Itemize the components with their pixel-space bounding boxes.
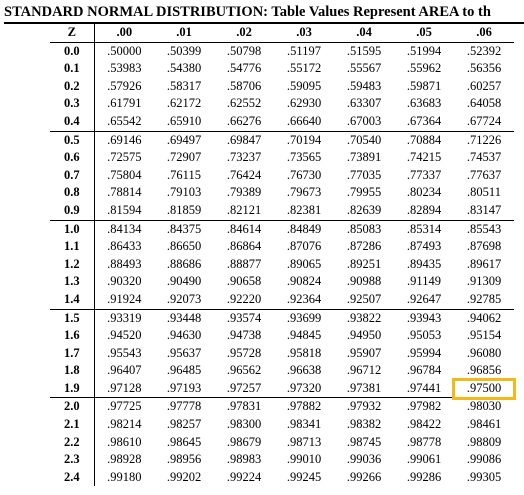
area-value-cell: .98341: [286, 417, 322, 432]
table-row: [50, 238, 514, 256]
area-value-cell: .69497: [154, 131, 214, 149]
z-value-cell: 0.5: [50, 131, 94, 149]
area-value-cell: .93574: [214, 309, 274, 327]
area-value-cell: .51994: [406, 43, 442, 58]
area-value-cell: .96080: [466, 345, 502, 360]
area-value-cell: .90490: [166, 274, 202, 289]
area-value-cell: .75804: [107, 167, 142, 182]
table-row: [50, 184, 514, 202]
table-row: [50, 469, 514, 487]
area-value-cell: .99305: [466, 469, 502, 484]
table-row: [50, 131, 514, 149]
area-value-cell: .96638: [286, 363, 322, 378]
area-value-cell: .86433: [107, 239, 142, 254]
z-value-cell: 1.9: [50, 380, 94, 398]
area-value-cell: .95154: [466, 328, 502, 343]
area-value-cell: .90824: [286, 274, 322, 289]
area-value-cell: .93943: [394, 309, 454, 327]
area-value-cell: .97441: [406, 380, 442, 395]
area-value-cell: .91309: [466, 274, 502, 289]
area-value-cell: .50399: [166, 43, 202, 58]
area-value-cell: .95907: [346, 345, 382, 360]
area-value-cell: .98422: [406, 417, 442, 432]
area-value-cell: .74215: [406, 150, 442, 165]
area-value-cell: .87286: [346, 239, 382, 254]
area-value-cell: .91149: [407, 274, 441, 289]
area-value-cell: .94738: [226, 328, 262, 343]
area-value-cell: .94062: [454, 309, 514, 327]
area-value-cell: .63307: [346, 96, 382, 111]
area-value-cell: .98956: [166, 452, 202, 467]
table-row: [50, 398, 514, 416]
table-row: [50, 113, 514, 131]
area-value-cell: .98610: [107, 434, 142, 449]
area-value-cell: .98461: [466, 417, 502, 432]
area-value-cell: .64058: [466, 96, 502, 111]
area-value-cell: .83147: [466, 202, 502, 217]
area-value-cell: .94520: [107, 328, 142, 343]
area-value-cell: .92364: [286, 291, 322, 306]
area-value-cell: .88686: [166, 256, 202, 271]
area-value-cell: .92220: [226, 291, 262, 306]
area-value-cell: .98300: [226, 417, 262, 432]
area-value-cell: .98713: [286, 434, 322, 449]
area-value-cell: .77637: [466, 167, 502, 182]
area-value-cell: .81594: [107, 202, 142, 217]
area-value-cell: .93319: [94, 309, 154, 327]
area-value-cell: .70540: [334, 131, 394, 149]
area-value-cell: .87076: [286, 239, 322, 254]
z-value-cell: 1.2: [50, 256, 94, 274]
area-value-cell: .79673: [286, 185, 322, 200]
table-row: [50, 95, 514, 113]
area-value-cell: .97381: [346, 380, 382, 395]
area-value-cell: .96712: [346, 363, 382, 378]
area-value-cell: .62172: [166, 96, 202, 111]
area-value-cell: .93448: [154, 309, 214, 327]
table-row: [50, 256, 514, 274]
z-value-cell: 0.9: [50, 202, 94, 220]
area-value-cell: .82381: [286, 202, 322, 217]
area-value-cell: .84134: [94, 220, 154, 238]
area-value-cell: .73237: [226, 150, 262, 165]
area-value-cell: .97128: [107, 380, 142, 395]
z-value-cell: 1.6: [50, 327, 94, 345]
area-value-cell: .59871: [406, 78, 442, 93]
area-value-cell: .89065: [286, 256, 322, 271]
z-value-cell: 0.7: [50, 167, 94, 185]
area-value-cell: .87493: [406, 239, 442, 254]
z-value-cell: 1.7: [50, 345, 94, 363]
area-value-cell: .96784: [406, 363, 442, 378]
z-value-cell: 0.3: [50, 95, 94, 113]
z-value-cell: 1.0: [50, 220, 94, 238]
area-value-cell: .72907: [166, 150, 202, 165]
area-value-cell: .89251: [346, 256, 382, 271]
table-row: [50, 273, 514, 291]
area-value-cell: .84375: [154, 220, 214, 238]
area-value-cell: .78814: [107, 185, 142, 200]
column-header-z: Z: [50, 24, 94, 42]
table-row: [50, 220, 514, 238]
area-value-cell: .51595: [346, 43, 382, 58]
area-value-cell: .71226: [454, 131, 514, 149]
highlighted-value-cell: .97500: [454, 380, 514, 398]
area-value-cell: .58706: [226, 78, 262, 93]
area-value-cell: .85543: [454, 220, 514, 238]
area-value-cell: .97725: [94, 398, 154, 416]
area-value-cell: .50798: [226, 43, 262, 58]
z-value-cell: 0.0: [50, 42, 94, 60]
table-row: [50, 451, 514, 469]
area-value-cell: .77337: [406, 167, 442, 182]
area-value-cell: .99286: [406, 469, 442, 484]
z-value-cell: 2.2: [50, 434, 94, 452]
area-value-cell: .55567: [346, 61, 382, 76]
area-value-cell: .99086: [466, 452, 502, 467]
area-value-cell: .60257: [466, 78, 502, 93]
table-row: [50, 291, 514, 309]
area-value-cell: .98382: [346, 417, 382, 432]
area-value-cell: .54776: [226, 61, 262, 76]
area-value-cell: .96562: [226, 363, 262, 378]
table-row: [50, 309, 514, 327]
area-value-cell: .69146: [94, 131, 154, 149]
table-title: STANDARD NORMAL DISTRIBUTION: Table Values Represent AREA to th: [4, 4, 491, 20]
z-value-cell: 0.4: [50, 113, 94, 131]
area-value-cell: .99245: [286, 469, 322, 484]
column-header: .01: [154, 24, 214, 42]
area-value-cell: .98030: [454, 398, 514, 416]
column-header: .03: [274, 24, 334, 42]
z-value-cell: 1.4: [50, 291, 94, 309]
area-value-cell: .97320: [286, 380, 322, 395]
area-value-cell: .66640: [286, 113, 322, 128]
area-value-cell: .72575: [107, 150, 142, 165]
area-value-cell: .55962: [406, 61, 442, 76]
area-value-cell: .50000: [107, 43, 142, 58]
area-value-cell: .98983: [226, 452, 262, 467]
z-value-cell: 0.6: [50, 149, 94, 167]
area-value-cell: .73891: [346, 150, 382, 165]
area-value-cell: .69847: [214, 131, 274, 149]
area-value-cell: .92073: [166, 291, 202, 306]
z-value-cell: 0.1: [50, 60, 94, 78]
area-value-cell: .67003: [346, 113, 382, 128]
table-row: [50, 167, 514, 185]
area-value-cell: .88493: [107, 256, 142, 271]
area-value-cell: .93699: [274, 309, 334, 327]
area-value-cell: .99266: [346, 469, 382, 484]
area-value-cell: .74537: [466, 150, 502, 165]
table-row: [50, 416, 514, 434]
area-value-cell: .96856: [466, 363, 502, 378]
z-value-cell: 0.2: [50, 78, 94, 96]
column-header: .02: [214, 24, 274, 42]
area-value-cell: .55172: [286, 61, 322, 76]
area-value-cell: .77035: [346, 167, 382, 182]
area-value-cell: .91924: [107, 291, 142, 306]
z-value-cell: 1.1: [50, 238, 94, 256]
area-value-cell: .51197: [287, 43, 321, 58]
area-value-cell: .92507: [346, 291, 382, 306]
table-row: [50, 380, 514, 398]
area-value-cell: .52392: [466, 43, 502, 58]
area-value-cell: .70884: [394, 131, 454, 149]
table-row: [50, 202, 514, 220]
area-value-cell: .95637: [166, 345, 202, 360]
area-value-cell: .85083: [334, 220, 394, 238]
area-value-cell: .95818: [286, 345, 322, 360]
table-row: [50, 362, 514, 380]
column-header: .04: [334, 24, 394, 42]
header-row: [50, 24, 514, 42]
area-value-cell: .73565: [286, 150, 322, 165]
area-value-cell: .70194: [274, 131, 334, 149]
column-header: .06: [454, 24, 514, 42]
area-value-cell: .95543: [107, 345, 142, 360]
area-value-cell: .98745: [346, 434, 382, 449]
area-value-cell: .95994: [406, 345, 442, 360]
area-value-cell: .98679: [226, 434, 262, 449]
area-value-cell: .99224: [226, 469, 262, 484]
area-value-cell: .79955: [346, 185, 382, 200]
area-value-cell: .67724: [466, 113, 502, 128]
table-row: [50, 434, 514, 452]
area-value-cell: .63683: [406, 96, 442, 111]
area-value-cell: .98257: [166, 417, 202, 432]
table-row: [50, 149, 514, 167]
column-header: .05: [394, 24, 454, 42]
area-value-cell: .53983: [107, 61, 142, 76]
area-value-cell: .87698: [466, 239, 502, 254]
area-value-cell: .97831: [214, 398, 274, 416]
area-value-cell: .80234: [406, 185, 442, 200]
area-value-cell: .98645: [166, 434, 202, 449]
area-value-cell: .98928: [107, 452, 142, 467]
area-value-cell: .86864: [226, 239, 262, 254]
area-value-cell: .82121: [226, 202, 262, 217]
area-value-cell: .97932: [334, 398, 394, 416]
area-value-cell: .99180: [107, 469, 142, 484]
area-value-cell: .94950: [346, 328, 382, 343]
z-value-cell: 2.0: [50, 398, 94, 416]
area-value-cell: .90988: [346, 274, 382, 289]
area-value-cell: .76730: [286, 167, 322, 182]
table-row: [50, 345, 514, 363]
area-value-cell: .58317: [166, 78, 202, 93]
z-value-cell: 1.3: [50, 273, 94, 291]
area-value-cell: .89617: [466, 256, 502, 271]
z-table: [50, 24, 514, 486]
z-value-cell: 2.3: [50, 451, 94, 469]
area-value-cell: .99061: [406, 452, 442, 467]
z-value-cell: 0.8: [50, 184, 94, 202]
area-value-cell: .99010: [286, 452, 322, 467]
area-value-cell: .59095: [286, 78, 322, 93]
area-value-cell: .97257: [226, 380, 262, 395]
area-value-cell: .56356: [466, 61, 502, 76]
area-value-cell: .84849: [274, 220, 334, 238]
area-value-cell: .65910: [166, 113, 202, 128]
area-value-cell: .94630: [166, 328, 202, 343]
area-value-cell: .80511: [467, 185, 501, 200]
table-row: [50, 327, 514, 345]
area-value-cell: .59483: [346, 78, 382, 93]
area-value-cell: .86650: [166, 239, 202, 254]
table-body: [50, 42, 514, 486]
area-value-cell: .81859: [166, 202, 202, 217]
area-value-cell: .57926: [107, 78, 142, 93]
area-value-cell: .82639: [346, 202, 382, 217]
area-value-cell: .92647: [406, 291, 442, 306]
area-value-cell: .54380: [166, 61, 202, 76]
area-value-cell: .65542: [107, 113, 142, 128]
area-value-cell: .90320: [107, 274, 142, 289]
area-value-cell: .79103: [166, 185, 202, 200]
area-value-cell: .76115: [167, 167, 201, 182]
area-value-cell: .62552: [226, 96, 262, 111]
area-value-cell: .98809: [466, 434, 502, 449]
area-value-cell: .99202: [166, 469, 202, 484]
area-value-cell: .97778: [154, 398, 214, 416]
area-value-cell: .88877: [226, 256, 262, 271]
column-header: .00: [94, 24, 154, 42]
area-value-cell: .62930: [286, 96, 322, 111]
area-value-cell: .98214: [107, 417, 142, 432]
table-row: [50, 60, 514, 78]
area-value-cell: .93822: [334, 309, 394, 327]
z-value-cell: 2.4: [50, 469, 94, 487]
area-value-cell: .97882: [274, 398, 334, 416]
area-value-cell: .67364: [406, 113, 442, 128]
area-value-cell: .90658: [226, 274, 262, 289]
area-value-cell: .97193: [166, 380, 202, 395]
area-value-cell: .95053: [406, 328, 442, 343]
area-value-cell: .79389: [226, 185, 262, 200]
area-value-cell: .99036: [346, 452, 382, 467]
table-row: [50, 78, 514, 96]
area-value-cell: .76424: [226, 167, 262, 182]
z-value-cell: 1.5: [50, 309, 94, 327]
area-value-cell: .96485: [166, 363, 202, 378]
area-value-cell: .89435: [406, 256, 442, 271]
area-value-cell: .92785: [466, 291, 502, 306]
area-value-cell: .96407: [107, 363, 142, 378]
area-value-cell: .82894: [406, 202, 442, 217]
z-value-cell: 2.1: [50, 416, 94, 434]
area-value-cell: .94845: [286, 328, 322, 343]
area-value-cell: .85314: [394, 220, 454, 238]
area-value-cell: .61791: [107, 96, 142, 111]
z-value-cell: 1.8: [50, 362, 94, 380]
area-value-cell: .95728: [226, 345, 262, 360]
area-value-cell: .98778: [406, 434, 442, 449]
area-value-cell: .97982: [394, 398, 454, 416]
table-row: [50, 42, 514, 60]
area-value-cell: .84614: [214, 220, 274, 238]
area-value-cell: .66276: [226, 113, 262, 128]
